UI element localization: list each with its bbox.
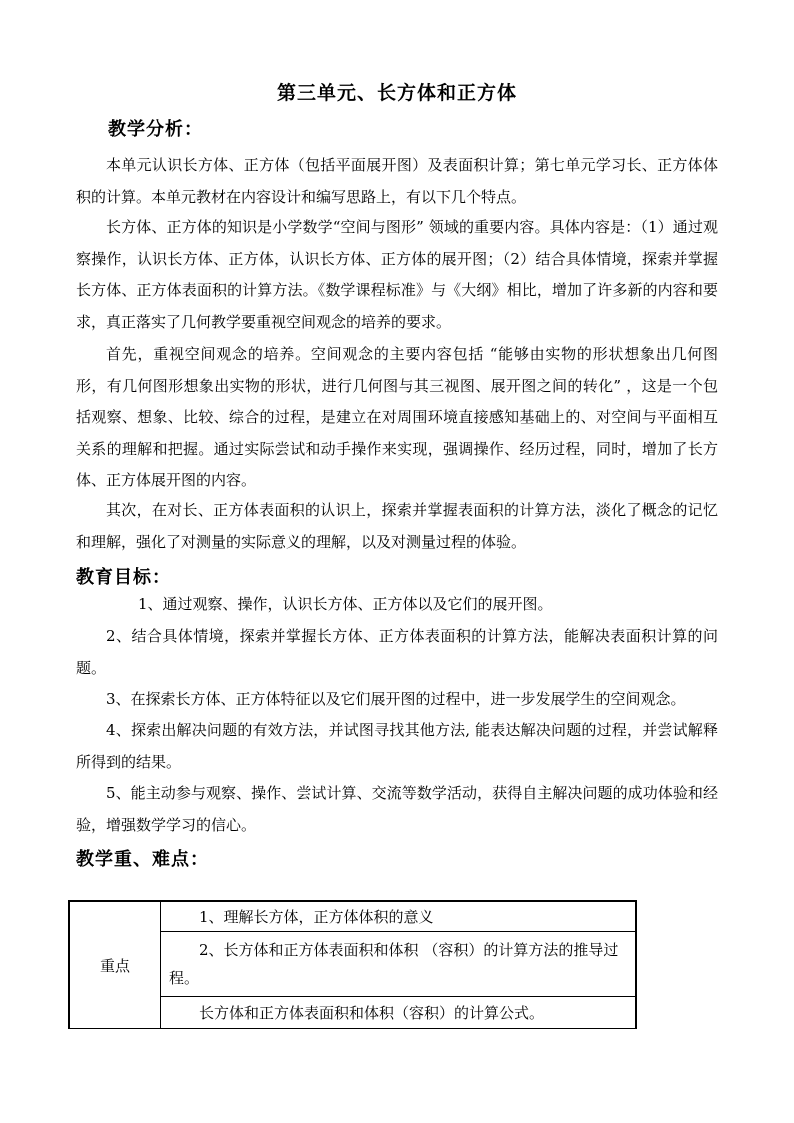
goal-item-5: 5、能主动参与观察、操作、尝试计算、交流等数学活动，获得自主解决问题的成功体验和经验，增强数学学习的信心。: [76, 784, 718, 834]
table-row: [161, 997, 636, 1029]
table-row: [161, 932, 636, 997]
document-title: 第三单元、长方体和正方体: [276, 82, 517, 104]
table-cell-text: 长方体和正方体表面积和体积（容积）的计算公式。: [199, 1003, 545, 1022]
goal-item-3: 3、在探索长方体、正方体特征以及它们展开图的过程中，进一步发展学生的空间观念。: [106, 690, 686, 708]
table-cell-text: 1、理解长方体，正方体体积的意义: [199, 907, 434, 926]
analysis-paragraph-4: 其次，在对长、正方体表面积的认识上，探索并掌握表面积的计算方法，淡化了概念的记忆和理解，强化了对测量的实际意义的理解，以及对测量过程的体验。: [76, 501, 718, 551]
heading-key-difficult-points: 教学重、难点：: [76, 849, 209, 870]
table-cell-text: 2、长方体和正方体表面积和体积 （容积）的计算方法的推导过程。: [169, 941, 619, 987]
goal-item-4: 4、探索出解决问题的有效方法，并试图寻找其他方法, 能表达解决问题的过程，并尝试解释所得到的结果。: [76, 721, 718, 771]
goal-item-2: 2、结合具体情境，探索并掌握长方体、正方体表面积的计算方法，能解决表面积计算的问题。: [76, 627, 718, 677]
table-label-key-point: 重点: [70, 902, 161, 1029]
goal-item-1: 1、通过观察、操作，认识长方体、正方体以及它们的展开图。: [138, 595, 553, 613]
analysis-paragraph-3: 首先，重视空间观念的培养。空间观念的主要内容包括 “能够由实物的形状想象出几何图形，有几何图形想象出实物的形状，进行几何图与其三视图、展开图之间的转化” ，这是一个包括观察、想象、比较、综合的过程，是建立在对周围环境直接感知基础上的、对空间与平面相互关系的理解和把握。通过实际尝试和动手操作来实现，强调操作、经历过程，同时，增加了长方体、正方体展开图的内容。: [76, 345, 718, 490]
heading-education-goals: 教育目标：: [76, 567, 171, 588]
heading-teaching-analysis: 教学分析：: [108, 119, 203, 140]
analysis-paragraph-2: 长方体、正方体的知识是小学数学“空间与图形” 领域的重要内容。具体内容是：（1）通过观察操作，认识长方体、正方体，认识长方体、正方体的展开图；（2）结合具体情境，探索并掌握长方体、正方体表面积的计算方法。《数学课程标准》与《大纲》相比，增加了许多新的内容和要求，真正落实了几何教学要重视空间观念的培养的要求。: [76, 218, 718, 331]
table-row: [161, 902, 636, 932]
key-points-table: [68, 900, 637, 1029]
analysis-paragraph-1: 本单元认识长方体、正方体（包括平面展开图）及表面积计算；第七单元学习长、正方体体积的计算。本单元教材在内容设计和编写思路上，有以下几个特点。: [76, 156, 718, 206]
